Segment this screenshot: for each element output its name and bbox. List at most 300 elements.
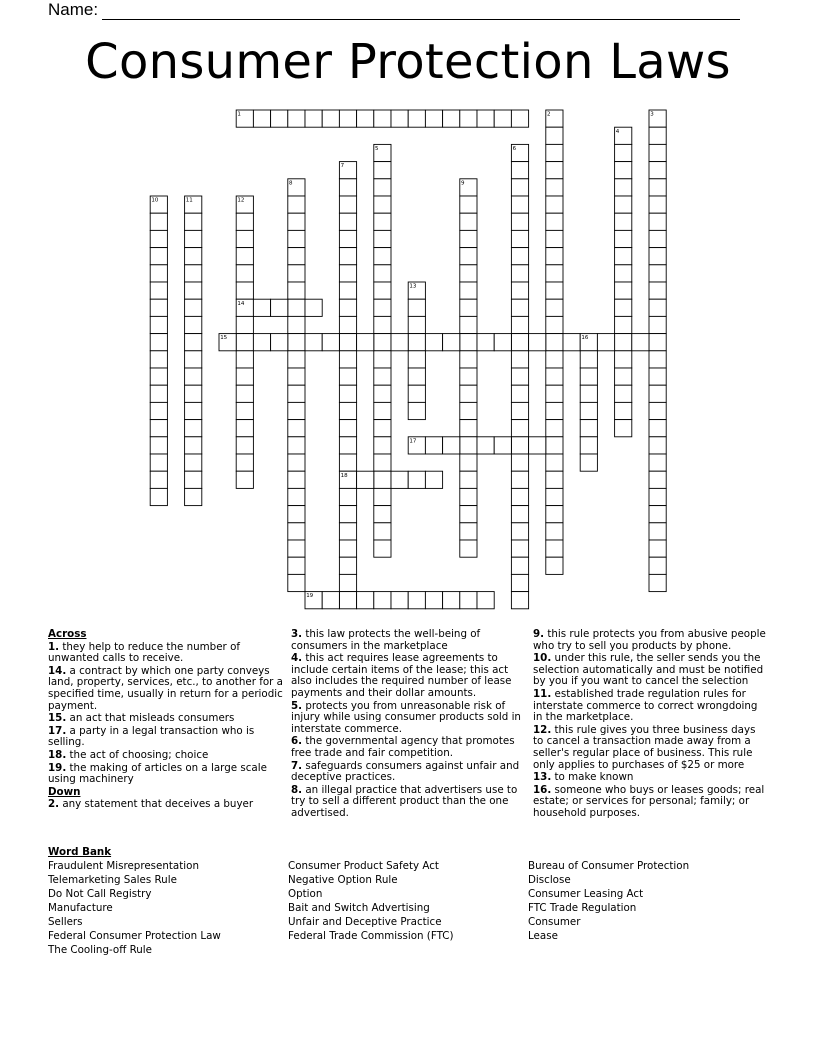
crossword-cell[interactable] xyxy=(374,506,391,523)
crossword-cell[interactable] xyxy=(374,179,391,196)
crossword-cell[interactable] xyxy=(236,368,253,385)
crossword-cell[interactable] xyxy=(546,213,563,230)
crossword-cell[interactable] xyxy=(649,248,666,265)
crossword-cell[interactable] xyxy=(546,368,563,385)
crossword-cell[interactable] xyxy=(632,334,649,351)
crossword-cell[interactable] xyxy=(374,592,391,609)
crossword-cell[interactable] xyxy=(185,299,202,316)
crossword-cell[interactable] xyxy=(150,213,167,230)
crossword-cell[interactable] xyxy=(511,454,528,471)
crossword-cell[interactable] xyxy=(305,334,322,351)
crossword-cell[interactable] xyxy=(374,402,391,419)
crossword-cell[interactable] xyxy=(288,385,305,402)
crossword-cell[interactable] xyxy=(288,437,305,454)
crossword-cell[interactable] xyxy=(374,540,391,557)
crossword-cell[interactable] xyxy=(374,316,391,333)
crossword-cell[interactable] xyxy=(322,110,339,127)
crossword-cell[interactable] xyxy=(511,488,528,505)
crossword-cell[interactable] xyxy=(374,437,391,454)
crossword-cell[interactable] xyxy=(460,110,477,127)
crossword-cell[interactable] xyxy=(460,402,477,419)
crossword-cell[interactable] xyxy=(236,265,253,282)
crossword-cell[interactable] xyxy=(374,248,391,265)
crossword-cell[interactable] xyxy=(546,144,563,161)
crossword-cell[interactable] xyxy=(460,334,477,351)
crossword-cell[interactable] xyxy=(615,351,632,368)
crossword-cell[interactable] xyxy=(322,334,339,351)
crossword-cell[interactable] xyxy=(477,592,494,609)
crossword-cell[interactable] xyxy=(253,110,270,127)
crossword-cell[interactable] xyxy=(408,368,425,385)
crossword-cell[interactable] xyxy=(546,437,563,454)
crossword-cell[interactable] xyxy=(339,196,356,213)
crossword-cell[interactable] xyxy=(288,557,305,574)
crossword-cell[interactable] xyxy=(236,248,253,265)
crossword-cell[interactable] xyxy=(339,540,356,557)
crossword-cell[interactable] xyxy=(288,282,305,299)
crossword-cell[interactable] xyxy=(339,420,356,437)
crossword-cell[interactable] xyxy=(546,523,563,540)
crossword-cell[interactable] xyxy=(649,574,666,591)
crossword-cell[interactable] xyxy=(649,454,666,471)
crossword-cell[interactable] xyxy=(185,265,202,282)
crossword-cell[interactable] xyxy=(339,213,356,230)
crossword-cell[interactable] xyxy=(511,471,528,488)
crossword-cell[interactable] xyxy=(615,316,632,333)
crossword-cell[interactable] xyxy=(374,471,391,488)
crossword-cell[interactable] xyxy=(615,196,632,213)
crossword-cell[interactable] xyxy=(357,334,374,351)
crossword-cell[interactable] xyxy=(185,316,202,333)
crossword-cell[interactable] xyxy=(339,110,356,127)
crossword-cell[interactable] xyxy=(150,420,167,437)
crossword-cell[interactable] xyxy=(511,162,528,179)
crossword-cell[interactable] xyxy=(649,385,666,402)
crossword-cell[interactable] xyxy=(391,471,408,488)
crossword-cell[interactable] xyxy=(460,248,477,265)
crossword-cell[interactable] xyxy=(288,351,305,368)
crossword-cell[interactable] xyxy=(374,420,391,437)
crossword-cell[interactable] xyxy=(150,471,167,488)
crossword-cell[interactable] xyxy=(357,471,374,488)
crossword-cell[interactable] xyxy=(511,334,528,351)
crossword-cell[interactable] xyxy=(460,282,477,299)
crossword-cell[interactable] xyxy=(339,334,356,351)
crossword-cell[interactable] xyxy=(185,282,202,299)
crossword-cell[interactable] xyxy=(546,351,563,368)
crossword-cell[interactable] xyxy=(339,299,356,316)
crossword-cell[interactable] xyxy=(374,282,391,299)
crossword-cell[interactable] xyxy=(374,385,391,402)
crossword-cell[interactable] xyxy=(563,334,580,351)
crossword-cell[interactable] xyxy=(185,213,202,230)
crossword-cell[interactable] xyxy=(460,488,477,505)
crossword-cell[interactable] xyxy=(460,368,477,385)
crossword-cell[interactable] xyxy=(460,454,477,471)
crossword-cell[interactable] xyxy=(236,385,253,402)
crossword-cell[interactable] xyxy=(339,574,356,591)
crossword-cell[interactable] xyxy=(511,230,528,247)
crossword-cell[interactable] xyxy=(511,213,528,230)
crossword-cell[interactable] xyxy=(546,540,563,557)
crossword-cell[interactable] xyxy=(339,179,356,196)
crossword-cell[interactable] xyxy=(477,437,494,454)
crossword-cell[interactable] xyxy=(185,437,202,454)
crossword-cell[interactable] xyxy=(408,385,425,402)
crossword-cell[interactable] xyxy=(615,420,632,437)
crossword-cell[interactable] xyxy=(546,557,563,574)
crossword-cell[interactable] xyxy=(649,488,666,505)
crossword-cell[interactable] xyxy=(615,179,632,196)
crossword-cell[interactable] xyxy=(460,265,477,282)
crossword-cell[interactable] xyxy=(460,230,477,247)
crossword-cell[interactable] xyxy=(580,385,597,402)
crossword-cell[interactable] xyxy=(615,385,632,402)
crossword-cell[interactable] xyxy=(288,265,305,282)
crossword-cell[interactable] xyxy=(477,110,494,127)
crossword-cell[interactable] xyxy=(236,282,253,299)
crossword-cell[interactable] xyxy=(288,230,305,247)
crossword-cell[interactable] xyxy=(546,454,563,471)
crossword-cell[interactable] xyxy=(511,540,528,557)
crossword-cell[interactable] xyxy=(305,110,322,127)
crossword-cell[interactable] xyxy=(408,110,425,127)
crossword-cell[interactable] xyxy=(649,557,666,574)
crossword-cell[interactable] xyxy=(443,110,460,127)
crossword-cell[interactable] xyxy=(236,316,253,333)
crossword-cell[interactable] xyxy=(150,385,167,402)
crossword-cell[interactable] xyxy=(150,351,167,368)
crossword-cell[interactable] xyxy=(185,248,202,265)
crossword-cell[interactable] xyxy=(374,110,391,127)
crossword-cell[interactable] xyxy=(649,230,666,247)
crossword-cell[interactable] xyxy=(150,454,167,471)
crossword-cell[interactable] xyxy=(460,437,477,454)
crossword-cell[interactable] xyxy=(649,265,666,282)
crossword-cell[interactable] xyxy=(339,230,356,247)
crossword-cell[interactable] xyxy=(615,402,632,419)
crossword-cell[interactable] xyxy=(185,351,202,368)
crossword-cell[interactable] xyxy=(649,351,666,368)
crossword-cell[interactable] xyxy=(185,385,202,402)
crossword-cell[interactable] xyxy=(288,420,305,437)
crossword-cell[interactable] xyxy=(460,385,477,402)
crossword-cell[interactable] xyxy=(357,592,374,609)
crossword-cell[interactable] xyxy=(615,162,632,179)
crossword-cell[interactable] xyxy=(374,351,391,368)
crossword-cell[interactable] xyxy=(511,351,528,368)
crossword-cell[interactable] xyxy=(150,282,167,299)
crossword-cell[interactable] xyxy=(408,592,425,609)
crossword-cell[interactable] xyxy=(615,368,632,385)
crossword-cell[interactable] xyxy=(150,368,167,385)
crossword-cell[interactable] xyxy=(150,265,167,282)
crossword-cell[interactable] xyxy=(649,540,666,557)
crossword-cell[interactable] xyxy=(649,299,666,316)
crossword-cell[interactable] xyxy=(597,334,614,351)
crossword-cell[interactable] xyxy=(511,437,528,454)
crossword-cell[interactable] xyxy=(391,334,408,351)
crossword-cell[interactable] xyxy=(425,592,442,609)
crossword-cell[interactable] xyxy=(339,454,356,471)
crossword-cell[interactable] xyxy=(580,351,597,368)
crossword-cell[interactable] xyxy=(511,299,528,316)
crossword-cell[interactable] xyxy=(374,213,391,230)
crossword-cell[interactable] xyxy=(425,471,442,488)
crossword-cell[interactable] xyxy=(408,351,425,368)
crossword-cell[interactable] xyxy=(339,557,356,574)
crossword-cell[interactable] xyxy=(185,368,202,385)
crossword-cell[interactable] xyxy=(236,402,253,419)
crossword-cell[interactable] xyxy=(511,592,528,609)
crossword-cell[interactable] xyxy=(460,523,477,540)
crossword-cell[interactable] xyxy=(236,351,253,368)
crossword-cell[interactable] xyxy=(649,179,666,196)
crossword-cell[interactable] xyxy=(511,402,528,419)
crossword-cell[interactable] xyxy=(185,471,202,488)
crossword-cell[interactable] xyxy=(615,299,632,316)
crossword-cell[interactable] xyxy=(425,110,442,127)
crossword-cell[interactable] xyxy=(494,334,511,351)
crossword-cell[interactable] xyxy=(271,299,288,316)
crossword-cell[interactable] xyxy=(322,592,339,609)
crossword-cell[interactable] xyxy=(649,162,666,179)
crossword-cell[interactable] xyxy=(546,316,563,333)
crossword-cell[interactable] xyxy=(236,230,253,247)
crossword-cell[interactable] xyxy=(460,471,477,488)
crossword-cell[interactable] xyxy=(288,540,305,557)
crossword-cell[interactable] xyxy=(374,299,391,316)
crossword-cell[interactable] xyxy=(546,282,563,299)
crossword-cell[interactable] xyxy=(391,110,408,127)
crossword-cell[interactable] xyxy=(494,437,511,454)
crossword-cell[interactable] xyxy=(288,402,305,419)
crossword-cell[interactable] xyxy=(460,592,477,609)
crossword-cell[interactable] xyxy=(339,351,356,368)
crossword-cell[interactable] xyxy=(236,213,253,230)
crossword-cell[interactable] xyxy=(546,179,563,196)
crossword-cell[interactable] xyxy=(339,488,356,505)
crossword-cell[interactable] xyxy=(185,420,202,437)
crossword-cell[interactable] xyxy=(580,437,597,454)
crossword-cell[interactable] xyxy=(511,110,528,127)
crossword-cell[interactable] xyxy=(408,471,425,488)
crossword-cell[interactable] xyxy=(253,299,270,316)
crossword-cell[interactable] xyxy=(649,420,666,437)
crossword-cell[interactable] xyxy=(443,592,460,609)
crossword-cell[interactable] xyxy=(511,248,528,265)
crossword-cell[interactable] xyxy=(288,299,305,316)
crossword-cell[interactable] xyxy=(615,334,632,351)
crossword-cell[interactable] xyxy=(288,334,305,351)
crossword-cell[interactable] xyxy=(425,437,442,454)
crossword-cell[interactable] xyxy=(150,230,167,247)
crossword-cell[interactable] xyxy=(580,420,597,437)
crossword-cell[interactable] xyxy=(339,248,356,265)
crossword-cell[interactable] xyxy=(288,574,305,591)
crossword-cell[interactable] xyxy=(339,316,356,333)
crossword-cell[interactable] xyxy=(236,334,253,351)
crossword-cell[interactable] xyxy=(511,316,528,333)
crossword-cell[interactable] xyxy=(150,316,167,333)
crossword-cell[interactable] xyxy=(511,368,528,385)
crossword-cell[interactable] xyxy=(288,213,305,230)
crossword-cell[interactable] xyxy=(408,316,425,333)
crossword-cell[interactable] xyxy=(236,454,253,471)
crossword-cell[interactable] xyxy=(546,127,563,144)
crossword-cell[interactable] xyxy=(460,213,477,230)
crossword-cell[interactable] xyxy=(288,506,305,523)
crossword-cell[interactable] xyxy=(546,265,563,282)
crossword-cell[interactable] xyxy=(236,471,253,488)
crossword-cell[interactable] xyxy=(546,248,563,265)
crossword-cell[interactable] xyxy=(649,523,666,540)
crossword-cell[interactable] xyxy=(408,299,425,316)
crossword-cell[interactable] xyxy=(494,110,511,127)
crossword-cell[interactable] xyxy=(615,213,632,230)
crossword-cell[interactable] xyxy=(511,420,528,437)
crossword-cell[interactable] xyxy=(339,282,356,299)
crossword-cell[interactable] xyxy=(374,230,391,247)
crossword-cell[interactable] xyxy=(374,265,391,282)
crossword-cell[interactable] xyxy=(374,454,391,471)
crossword-cell[interactable] xyxy=(288,248,305,265)
crossword-cell[interactable] xyxy=(649,316,666,333)
crossword-cell[interactable] xyxy=(288,454,305,471)
crossword-cell[interactable] xyxy=(374,368,391,385)
crossword-cell[interactable] xyxy=(150,402,167,419)
crossword-cell[interactable] xyxy=(443,334,460,351)
crossword-cell[interactable] xyxy=(185,488,202,505)
crossword-cell[interactable] xyxy=(460,351,477,368)
crossword-cell[interactable] xyxy=(546,299,563,316)
crossword-cell[interactable] xyxy=(288,523,305,540)
crossword-cell[interactable] xyxy=(546,196,563,213)
crossword-cell[interactable] xyxy=(374,334,391,351)
crossword-cell[interactable] xyxy=(460,316,477,333)
crossword-cell[interactable] xyxy=(529,334,546,351)
crossword-cell[interactable] xyxy=(339,523,356,540)
crossword-cell[interactable] xyxy=(236,420,253,437)
crossword-cell[interactable] xyxy=(511,179,528,196)
crossword-cell[interactable] xyxy=(305,299,322,316)
crossword-cell[interactable] xyxy=(615,144,632,161)
crossword-cell[interactable] xyxy=(460,196,477,213)
crossword-cell[interactable] xyxy=(339,368,356,385)
crossword-cell[interactable] xyxy=(649,402,666,419)
crossword-cell[interactable] xyxy=(546,334,563,351)
crossword-cell[interactable] xyxy=(185,402,202,419)
crossword-cell[interactable] xyxy=(339,265,356,282)
crossword-cell[interactable] xyxy=(546,506,563,523)
crossword-cell[interactable] xyxy=(374,488,391,505)
crossword-cell[interactable] xyxy=(150,299,167,316)
crossword-cell[interactable] xyxy=(511,265,528,282)
crossword-cell[interactable] xyxy=(408,402,425,419)
crossword-cell[interactable] xyxy=(615,282,632,299)
crossword-cell[interactable] xyxy=(288,368,305,385)
crossword-cell[interactable] xyxy=(150,488,167,505)
crossword-cell[interactable] xyxy=(649,196,666,213)
crossword-cell[interactable] xyxy=(288,110,305,127)
crossword-cell[interactable] xyxy=(374,196,391,213)
crossword-cell[interactable] xyxy=(288,196,305,213)
crossword-cell[interactable] xyxy=(649,127,666,144)
crossword-cell[interactable] xyxy=(529,437,546,454)
crossword-cell[interactable] xyxy=(236,437,253,454)
crossword-cell[interactable] xyxy=(649,368,666,385)
crossword-cell[interactable] xyxy=(511,506,528,523)
crossword-cell[interactable] xyxy=(511,523,528,540)
crossword-cell[interactable] xyxy=(615,248,632,265)
crossword-cell[interactable] xyxy=(546,230,563,247)
crossword-cell[interactable] xyxy=(649,144,666,161)
crossword-cell[interactable] xyxy=(546,385,563,402)
crossword-cell[interactable] xyxy=(649,506,666,523)
crossword-cell[interactable] xyxy=(546,162,563,179)
crossword-cell[interactable] xyxy=(511,385,528,402)
crossword-cell[interactable] xyxy=(374,523,391,540)
crossword-cell[interactable] xyxy=(511,574,528,591)
crossword-cell[interactable] xyxy=(374,162,391,179)
crossword-cell[interactable] xyxy=(185,454,202,471)
crossword-cell[interactable] xyxy=(339,592,356,609)
crossword-cell[interactable] xyxy=(408,334,425,351)
crossword-cell[interactable] xyxy=(546,471,563,488)
crossword-cell[interactable] xyxy=(649,471,666,488)
crossword-cell[interactable] xyxy=(288,471,305,488)
crossword-cell[interactable] xyxy=(185,334,202,351)
crossword-cell[interactable] xyxy=(546,402,563,419)
crossword-cell[interactable] xyxy=(546,488,563,505)
crossword-cell[interactable] xyxy=(339,506,356,523)
crossword-cell[interactable] xyxy=(649,213,666,230)
crossword-cell[interactable] xyxy=(443,437,460,454)
crossword-cell[interactable] xyxy=(580,402,597,419)
crossword-cell[interactable] xyxy=(185,230,202,247)
crossword-cell[interactable] xyxy=(391,592,408,609)
crossword-cell[interactable] xyxy=(460,420,477,437)
crossword-cell[interactable] xyxy=(150,248,167,265)
crossword-cell[interactable] xyxy=(425,334,442,351)
crossword-cell[interactable] xyxy=(649,282,666,299)
crossword-cell[interactable] xyxy=(253,334,270,351)
crossword-cell[interactable] xyxy=(649,437,666,454)
crossword-cell[interactable] xyxy=(339,437,356,454)
crossword-cell[interactable] xyxy=(460,299,477,316)
crossword-cell[interactable] xyxy=(546,420,563,437)
crossword-cell[interactable] xyxy=(288,316,305,333)
crossword-cell[interactable] xyxy=(580,454,597,471)
crossword-cell[interactable] xyxy=(649,334,666,351)
crossword-cell[interactable] xyxy=(460,540,477,557)
crossword-cell[interactable] xyxy=(615,265,632,282)
crossword-cell[interactable] xyxy=(511,196,528,213)
crossword-cell[interactable] xyxy=(339,402,356,419)
crossword-cell[interactable] xyxy=(511,557,528,574)
crossword-cell[interactable] xyxy=(150,334,167,351)
crossword-cell[interactable] xyxy=(477,334,494,351)
crossword-cell[interactable] xyxy=(150,437,167,454)
crossword-cell[interactable] xyxy=(288,488,305,505)
crossword-cell[interactable] xyxy=(271,110,288,127)
crossword-cell[interactable] xyxy=(460,506,477,523)
crossword-cell[interactable] xyxy=(271,334,288,351)
crossword-cell[interactable] xyxy=(615,230,632,247)
crossword-cell[interactable] xyxy=(357,110,374,127)
crossword-cell[interactable] xyxy=(580,368,597,385)
crossword-cell[interactable] xyxy=(511,282,528,299)
